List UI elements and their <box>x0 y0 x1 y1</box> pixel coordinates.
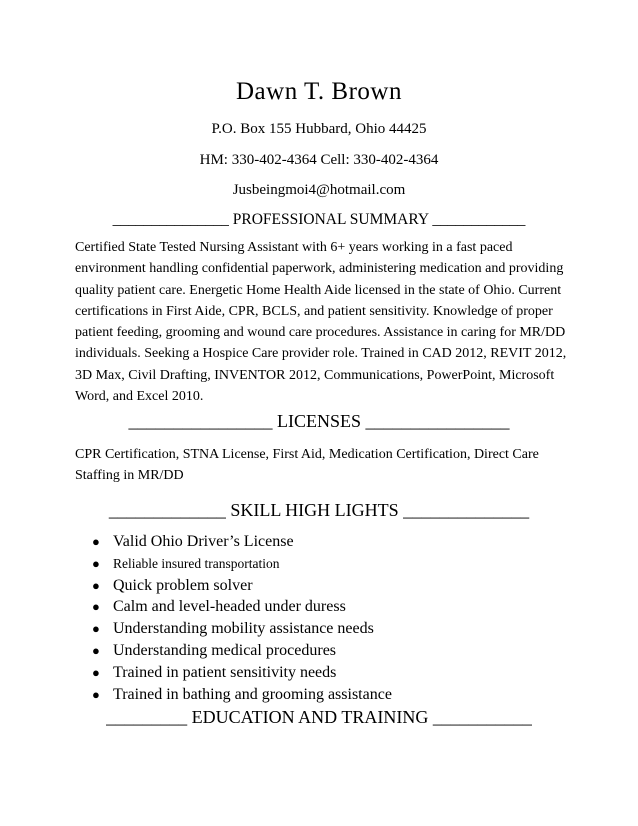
list-item <box>75 662 392 684</box>
bullet-icon: ● <box>92 621 100 637</box>
mailing-address: P.O. Box 155 Hubbard, Ohio 44425 <box>211 121 427 137</box>
section-heading-education-and-training: _________ EDUCATION AND TRAINING ___________ <box>106 707 532 727</box>
list-item <box>75 575 392 597</box>
skill-label: Trained in patient sensitivity needs <box>113 663 337 681</box>
email-address: Jusbeingmoi4@hotmail.com <box>232 182 406 198</box>
bullet-icon: ● <box>92 686 100 702</box>
skill-label: Quick problem solver <box>113 576 253 594</box>
skill-label: Understanding medical procedures <box>113 641 337 659</box>
bullet-icon: ● <box>92 555 100 571</box>
bullet-icon: ● <box>92 664 100 680</box>
skill-label: Reliable insured transportation <box>113 555 280 571</box>
candidate-name: Dawn T. Brown <box>236 78 402 105</box>
bullet-icon: ● <box>92 599 100 615</box>
section-heading-professional-summary: _______________ PROFESSIONAL SUMMARY ____________ <box>112 211 526 228</box>
list-item <box>75 640 392 662</box>
section-heading-licenses: ________________ LICENSES ________________ <box>128 411 510 431</box>
professional-summary-paragraph: Certified State Tested Nursing Assistant with 6+ years working in a fast paced environment handling confidential paperwork, administering medication and providing quality patient care. Energetic Home Health Aide licensed in the state of Ohio. Current certifications in First Aide, CPR, BCLS, and patient sensitivity. Knowledge of proper patient feeding, grooming and wound care procedures. Assistance in caring for MR/DD individuals. Seeking a Hospice Care provider role. Trained in CAD 2012, REVIT 2012, 3D Max, Civil Drafting, INVENTOR 2012, Communications, PowerPoint, Microsoft Word, and Excel 2010. <box>75 240 567 405</box>
section-heading-skill-highlights: _____________ SKILL HIGH LIGHTS ______________ <box>108 500 530 520</box>
bullet-icon: ● <box>92 534 100 549</box>
skill-label: Valid Ohio Driver’s License <box>113 533 294 550</box>
list-item <box>75 596 392 618</box>
bullet-icon: ● <box>92 577 100 593</box>
phone-numbers: HM: 330-402-4364 Cell: 330-402-4364 <box>199 152 439 168</box>
list-item <box>75 684 392 706</box>
skill-highlights-list <box>75 531 392 705</box>
skill-label: Understanding mobility assistance needs <box>113 620 374 638</box>
skill-label: Calm and level-headed under duress <box>113 598 346 616</box>
bullet-icon: ● <box>92 642 100 658</box>
list-item <box>75 618 392 640</box>
licenses-paragraph: CPR Certification, STNA License, First Aid, Medication Certification, Direct Care Staffing in MR/DD <box>75 447 539 484</box>
list-item <box>75 531 392 553</box>
list-item <box>75 553 392 575</box>
skill-label: Trained in bathing and grooming assistance <box>113 685 392 703</box>
